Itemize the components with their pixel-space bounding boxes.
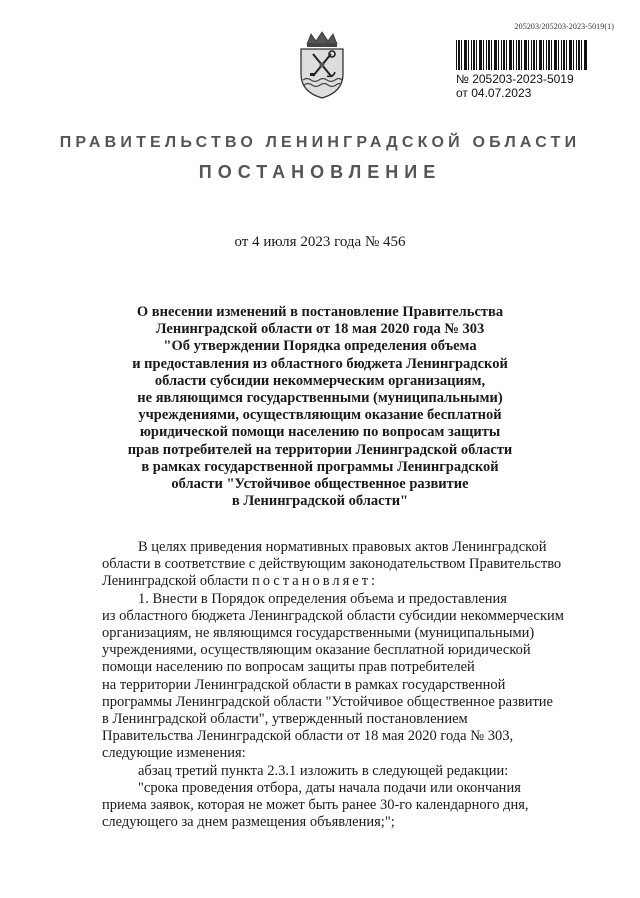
body-line: следующие изменения: bbox=[102, 745, 246, 762]
body-line: приема заявок, которая не может быть ранее 30-го календарного дня, bbox=[102, 797, 529, 814]
document-id: 205203/205203-2023-5019(1) bbox=[514, 22, 614, 31]
body-line: из областного бюджета Ленинградской области субсидии некоммерческим bbox=[102, 607, 564, 624]
body-line bbox=[102, 573, 580, 590]
preamble-paragraph bbox=[102, 539, 580, 591]
document-heading bbox=[100, 304, 540, 510]
coat-of-arms-icon bbox=[295, 30, 349, 100]
document-body bbox=[102, 539, 580, 831]
heading-line: не являющимся государственными (муниципальными) bbox=[137, 390, 503, 407]
heading-line: юридической помощи населению по вопросам защиты bbox=[139, 424, 501, 441]
resolves-word: постановляет: bbox=[251, 573, 379, 590]
body-line: учреждениями, осуществляющим оказание бесплатной юридической bbox=[102, 642, 531, 659]
body-line: помощи населению по вопросам защиты прав потребителей bbox=[102, 659, 475, 676]
body-line: области в соответствие с действующим законодательством Правительство bbox=[102, 556, 562, 573]
heading-line: области "Устойчивое общественное развитие bbox=[171, 476, 469, 493]
body-line: 1. Внести в Порядок определения объема и предоставления bbox=[138, 590, 507, 607]
heading-line: учреждениями, осуществляющим оказание бесплатной bbox=[138, 407, 502, 424]
amendment-instruction: абзац третий пункта 2.3.1 изложить в следующей редакции: bbox=[138, 762, 509, 779]
body-line: следующего за днем размещения объявления;"; bbox=[102, 814, 395, 831]
amendment-text bbox=[102, 780, 580, 832]
body-line: Правительства Ленинградской области от 18 мая 2020 года № 303, bbox=[102, 728, 514, 745]
heading-line: прав потребителей на территории Ленинградской области bbox=[127, 441, 513, 458]
heading-line: Ленинградской области от 18 мая 2020 года № 303 bbox=[155, 321, 485, 338]
registration-number: № 205203-2023-5019 bbox=[456, 72, 574, 86]
registration-date: от 04.07.2023 bbox=[456, 86, 532, 100]
body-line: организациям, не являющимся государственными (муниципальными) bbox=[102, 625, 535, 642]
heading-line: области субсидии некоммерческим организациям, bbox=[154, 372, 486, 389]
date-number-line: от 4 июля 2023 года № 456 bbox=[234, 234, 406, 250]
registration-block bbox=[456, 72, 574, 100]
heading-line: "Об утверждении Порядка определения объема bbox=[163, 338, 477, 355]
item-1-paragraph bbox=[102, 591, 580, 763]
body-line: "срока проведения отбора, даты начала подачи или окончания bbox=[138, 779, 521, 796]
government-title: ПРАВИТЕЛЬСТВО ЛЕНИНГРАДСКОЙ ОБЛАСТИ bbox=[59, 134, 581, 151]
body-line: программы Ленинградской области "Устойчивое общественное развитие bbox=[102, 693, 553, 710]
heading-line: в рамках государственной программы Ленинградской bbox=[141, 458, 499, 475]
body-line: В целях приведения нормативных правовых актов Ленинградской bbox=[138, 539, 547, 555]
heading-line: и предоставления из областного бюджета Ленинградской bbox=[132, 355, 508, 372]
heading-line: О внесении изменений в постановление Правительства bbox=[136, 304, 504, 320]
document-type: ПОСТАНОВЛЕНИЕ bbox=[198, 162, 442, 182]
heading-line: в Ленинградской области" bbox=[231, 493, 409, 510]
body-line: в Ленинградской области", утвержденный постановлением bbox=[102, 711, 468, 728]
body-line: на территории Ленинградской области в рамках государственной bbox=[102, 676, 506, 693]
barcode-icon bbox=[456, 40, 588, 70]
body-text: Ленинградской области bbox=[102, 573, 249, 590]
